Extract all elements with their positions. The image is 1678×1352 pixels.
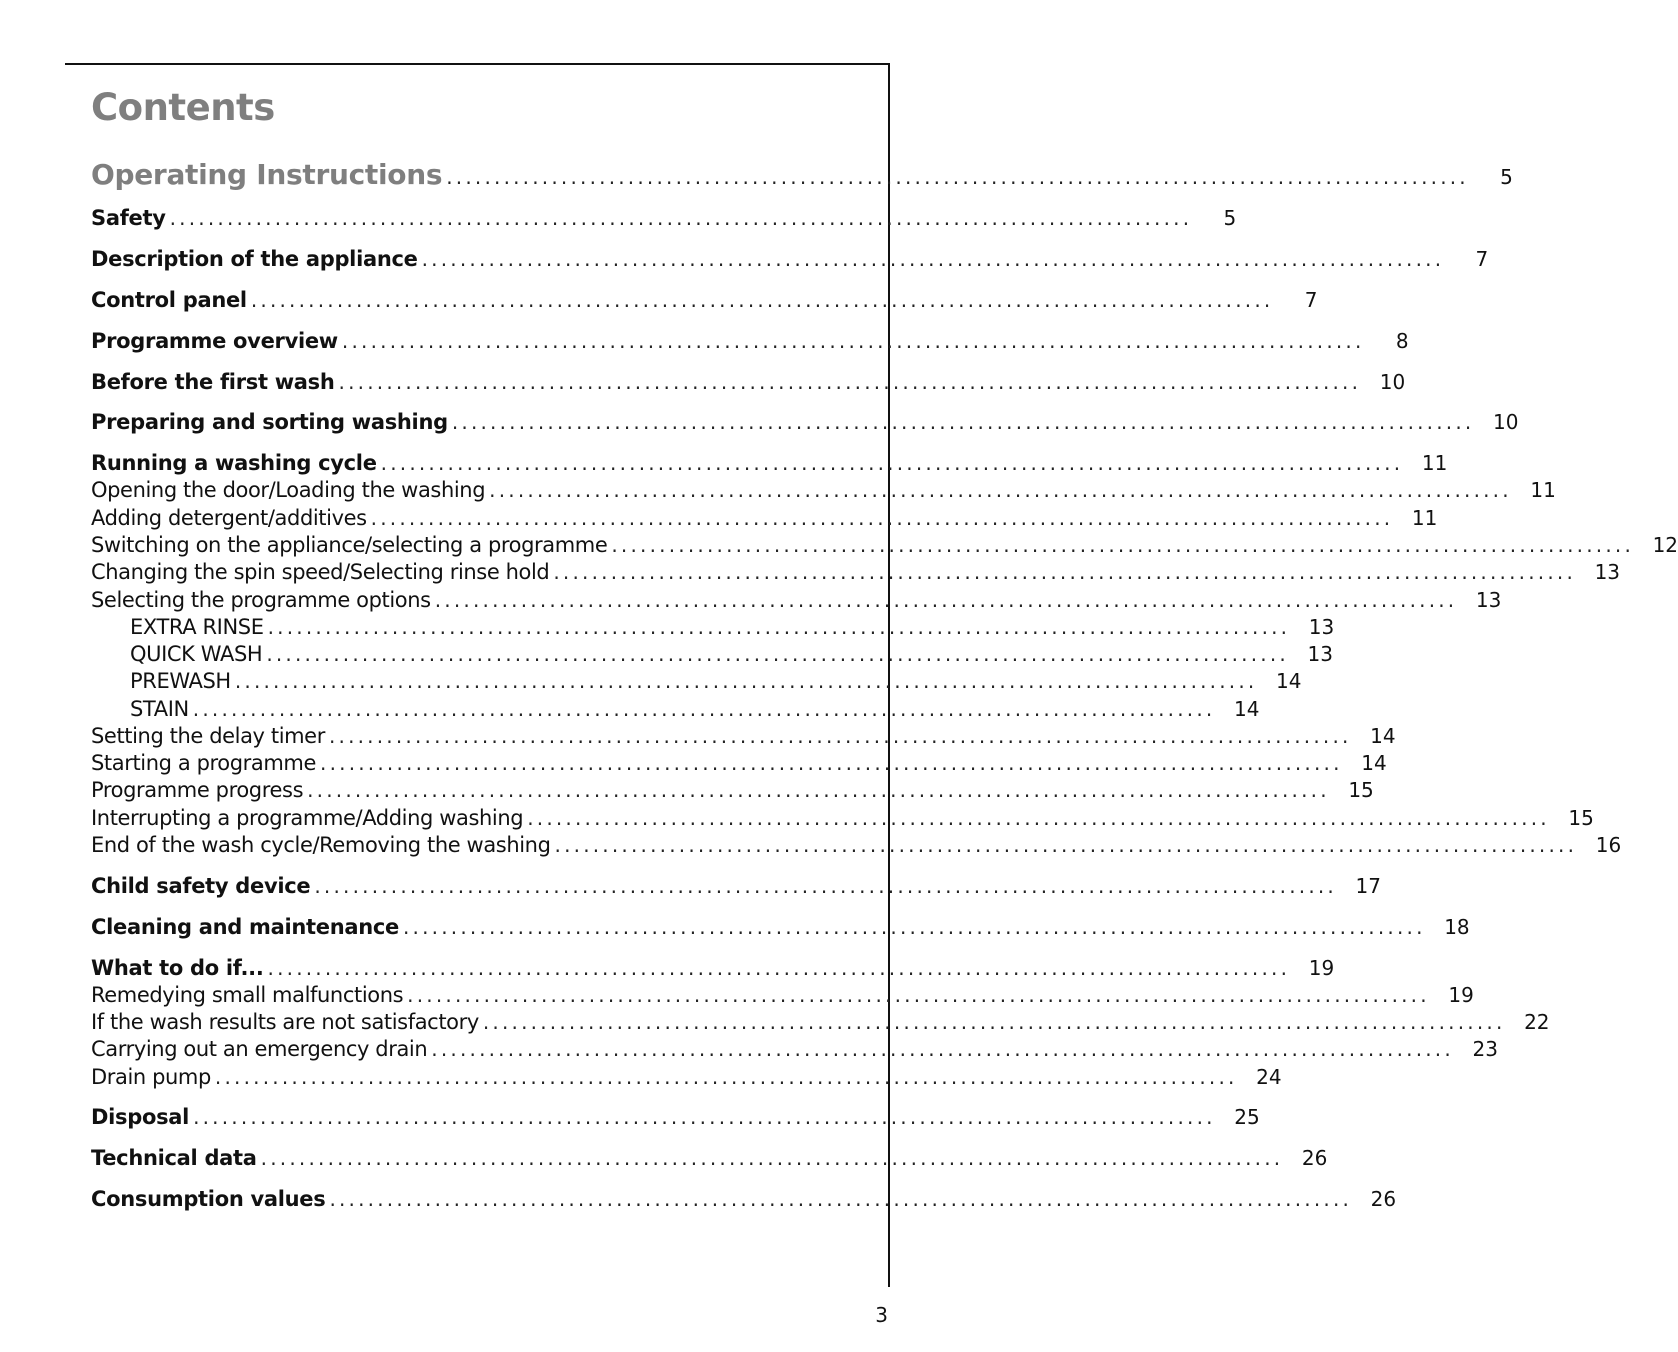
toc-entry-label: Child safety device <box>91 874 311 898</box>
dot-leader: ........................................................................................................... <box>267 956 1291 980</box>
toc-entry-label: Cleaning and maintenance <box>91 915 399 939</box>
toc-entry-page: 10 <box>1379 370 1406 394</box>
toc-entry <box>91 1036 1498 1062</box>
dot-leader: ........................................................................................................... <box>329 1187 1353 1211</box>
toc-entry-label: Setting the delay timer <box>91 724 325 748</box>
toc-entry-label: Selecting the programme options <box>91 588 431 612</box>
toc-entry-label: STAIN <box>130 697 189 721</box>
toc-entry-label: EXTRA RINSE <box>130 615 264 639</box>
dot-leader: ........................................................................................................... <box>328 724 1352 748</box>
dot-leader: ........................................................................................................... <box>451 410 1475 434</box>
dot-leader: ........................................................................................................... <box>553 560 1577 584</box>
toc-entry <box>91 873 1381 899</box>
toc-entry <box>91 246 1489 272</box>
dot-leader: ........................................................................................................... <box>267 615 1291 639</box>
toc-entry <box>91 559 1621 585</box>
toc-entry <box>91 328 1409 354</box>
toc-entry-page: 19 <box>1448 983 1474 1007</box>
page-number: 3 <box>875 1303 888 1327</box>
toc-entry-page: 15 <box>1348 778 1374 802</box>
toc-entry <box>130 696 1260 722</box>
toc-entry-page: 11 <box>1530 478 1556 502</box>
toc-entry-page: 22 <box>1524 1010 1550 1034</box>
toc-entry <box>91 477 1556 503</box>
toc-entry-page: 5 <box>1500 165 1513 189</box>
toc-entry-label: Programme progress <box>91 778 304 802</box>
dot-leader: ........................................................................................................... <box>402 915 1426 939</box>
toc-entry <box>91 1064 1282 1090</box>
toc-entry <box>91 532 1678 558</box>
dot-leader: ........................................................................................................... <box>320 751 1343 775</box>
toc-entry <box>91 832 1622 858</box>
toc-entry-page: 16 <box>1595 833 1622 857</box>
toc-entry-page: 14 <box>1276 669 1302 693</box>
toc-entry-label: Interrupting a programme/Adding washing <box>91 806 524 830</box>
toc-entry-label: What to do if... <box>91 956 264 980</box>
toc-entry-label: Description of the appliance <box>91 247 418 271</box>
toc-entry-label: Adding detergent/additives <box>91 506 367 530</box>
toc-entry-label: Before the first wash <box>91 370 335 394</box>
toc-entry <box>91 505 1438 531</box>
dot-leader: ........................................................................................................... <box>380 451 1404 475</box>
toc-entry-label: PREWASH <box>130 669 231 693</box>
toc-entry-page: 14 <box>1361 751 1387 775</box>
toc-entry-page: 14 <box>1234 697 1260 721</box>
toc-entry-page: 13 <box>1475 588 1502 612</box>
toc-entry-label: Technical data <box>91 1146 257 1170</box>
toc-entry-page: 14 <box>1370 724 1396 748</box>
toc-entry-label: Consumption values <box>91 1187 326 1211</box>
toc-entry-page: 13 <box>1594 560 1621 584</box>
toc-entry <box>91 1009 1550 1035</box>
toc-entry-label: Carrying out an emergency drain <box>91 1037 428 1061</box>
toc-entry <box>130 641 1333 667</box>
toc-entry-page: 26 <box>1370 1187 1397 1211</box>
toc-entry-page: 11 <box>1411 506 1438 530</box>
dot-leader: ........................................................................................................... <box>421 247 1445 271</box>
toc-entry-page: 23 <box>1472 1037 1498 1061</box>
dot-leader: ........................................................................................................... <box>407 983 1430 1007</box>
dot-leader: ........................................................................................................... <box>169 206 1193 230</box>
toc-entry <box>91 450 1448 476</box>
dot-leader: ........................................................................................................... <box>527 806 1550 830</box>
toc-entry <box>91 158 1513 191</box>
dot-leader: ........................................................................................................... <box>250 288 1274 312</box>
toc-entry-label: Switching on the appliance/selecting a programme <box>91 533 608 557</box>
toc-entry-label: Running a washing cycle <box>91 451 377 475</box>
page-title: Contents <box>91 86 275 129</box>
toc-entry-label: Operating Instructions <box>91 158 443 191</box>
dot-leader: ........................................................................................................... <box>489 478 1512 502</box>
toc-entry <box>91 1186 1397 1212</box>
toc-entry-page: 12 <box>1652 533 1678 557</box>
dot-leader: ........................................................................................................... <box>266 642 1289 666</box>
toc-entry <box>91 409 1519 435</box>
toc-entry-page: 8 <box>1395 329 1409 353</box>
toc-entry <box>91 805 1594 831</box>
dot-leader: ........................................................................................................... <box>482 1010 1506 1034</box>
toc-entry-label: Disposal <box>91 1105 190 1129</box>
toc-entry-label: Opening the door/Loading the washing <box>91 478 486 502</box>
toc-entry-label: Remedying small malfunctions <box>91 983 404 1007</box>
toc-entry-page: 19 <box>1308 956 1335 980</box>
toc-entry-label: Starting a programme <box>91 751 317 775</box>
dot-leader: ........................................................................................................... <box>192 697 1216 721</box>
dot-leader: ........................................................................................................... <box>260 1146 1284 1170</box>
dot-leader: ........................................................................................................... <box>314 874 1337 898</box>
toc-entry <box>91 587 1502 613</box>
dot-leader: ........................................................................................................... <box>307 778 1330 802</box>
toc-entry-label: QUICK WASH <box>130 642 263 666</box>
toc-entry-page: 7 <box>1475 247 1489 271</box>
toc-entry-label: If the wash results are not satisfactory <box>91 1010 479 1034</box>
dot-leader: ........................................................................................................... <box>431 1037 1454 1061</box>
dot-leader: ........................................................................................................... <box>611 533 1635 557</box>
toc-entry-label: Safety <box>91 206 166 230</box>
toc-entry <box>91 955 1335 981</box>
dot-leader: ........................................................................................................... <box>554 833 1578 857</box>
toc-entry <box>91 777 1374 803</box>
dot-leader: ........................................................................................................... <box>434 588 1458 612</box>
toc-entry-page: 7 <box>1304 288 1318 312</box>
toc-entry <box>130 668 1302 694</box>
toc-entry <box>91 723 1396 749</box>
toc-entry-label: Programme overview <box>91 329 338 353</box>
toc-entry <box>91 750 1387 776</box>
toc-entry-page: 24 <box>1256 1065 1282 1089</box>
dot-leader: ........................................................................................................... <box>370 506 1394 530</box>
toc-entry-page: 17 <box>1355 874 1381 898</box>
toc-entry-label: Changing the spin speed/Selecting rinse hold <box>91 560 550 584</box>
toc-entry-page: 26 <box>1301 1146 1328 1170</box>
dot-leader: ........................................................................................................... <box>338 370 1362 394</box>
dot-leader: ........................................................................................................... <box>446 165 1469 189</box>
toc-entry-page: 13 <box>1307 642 1333 666</box>
toc-entry-page: 13 <box>1308 615 1335 639</box>
toc-entry-label: End of the wash cycle/Removing the washing <box>91 833 551 857</box>
toc-entry <box>91 205 1237 231</box>
toc-entry <box>91 287 1318 313</box>
toc-entry-page: 5 <box>1223 206 1237 230</box>
dot-leader: ........................................................................................................... <box>234 669 1258 693</box>
toc-entry-page: 15 <box>1568 806 1594 830</box>
toc-entry <box>130 614 1335 640</box>
dot-leader: ........................................................................................................... <box>193 1105 1216 1129</box>
toc-entry-label: Control panel <box>91 288 247 312</box>
toc-entry <box>91 369 1406 395</box>
toc-entry <box>91 1145 1328 1171</box>
toc-entry-label: Preparing and sorting washing <box>91 410 448 434</box>
dot-leader: ........................................................................................................... <box>214 1065 1238 1089</box>
toc-entry-label: Drain pump <box>91 1065 211 1089</box>
toc-entry-page: 10 <box>1493 410 1519 434</box>
toc-entry <box>91 982 1474 1008</box>
toc-entry-page: 11 <box>1421 451 1448 475</box>
toc-entry <box>91 1104 1260 1130</box>
toc-entry-page: 18 <box>1444 915 1470 939</box>
toc-entry-page: 25 <box>1234 1105 1260 1129</box>
toc-entry <box>91 914 1470 940</box>
dot-leader: ........................................................................................................... <box>341 329 1365 353</box>
